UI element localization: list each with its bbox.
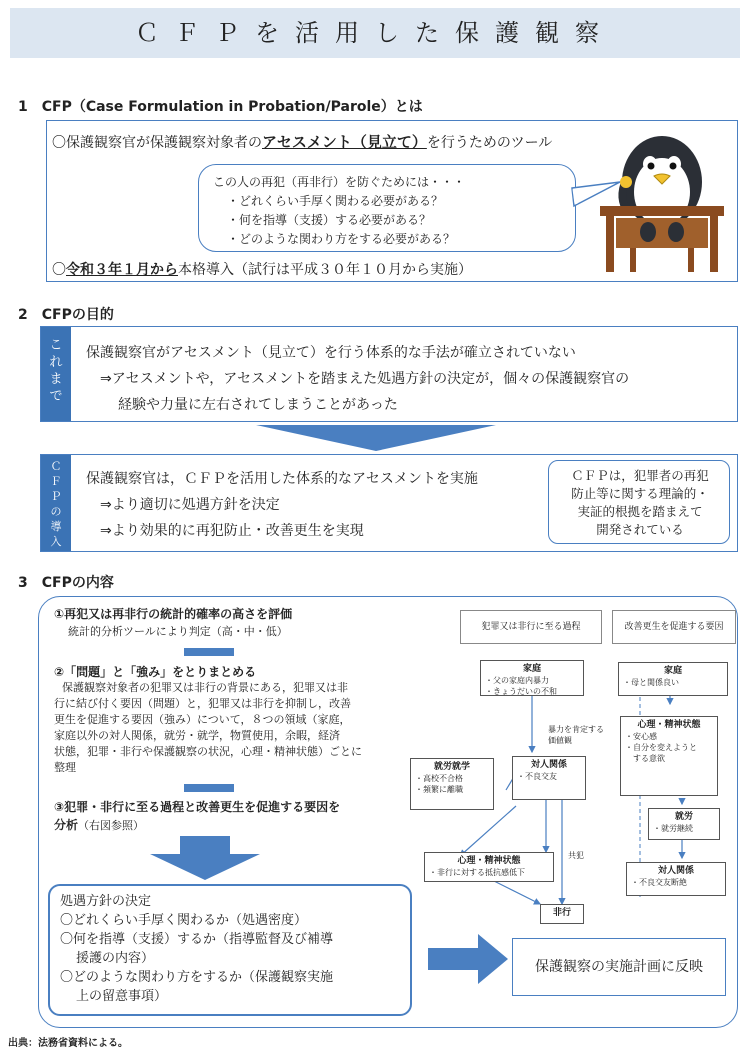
before-text: 保護観察官がアセスメント（見立て）を行う体系的な手法が確立されていない ⇒アセスメントや，アセスメントを踏まえた処遇方針の決定が，個々の保護観察官の 経験や力量に左右されてしまうことがあった: [86, 345, 630, 413]
section3-heading: 3 CFPの内容: [18, 575, 114, 591]
policy-text: 処遇方針の決定 〇どれくらい手厚く関わるか（処遇密度） 〇何を指導（支援）するか（指導監督及び補導 援護の内容） 〇どのような関わり方をするか（保護観察実施 上の留意事項）: [60, 894, 334, 1004]
right-arrow-icon: [428, 934, 508, 984]
before-label: こ れ ま で: [41, 327, 71, 421]
node-r-family: 家庭 ・母と関係良い: [618, 662, 728, 696]
question-bubble: この人の再犯（再非行）を防ぐためには・・・ ・どれくらい手厚く関わる必要がある？ ・何を指導（支援）する必要がある？ ・どのような関わり方をする必要がある？: [198, 164, 576, 252]
violence-label: 暴力を肯定する 価値観: [548, 725, 604, 745]
title-band: [10, 8, 740, 58]
after-text: 保護観察官は，ＣＦＰを活用した体系的なアセスメントを実施 ⇒より適切に処遇方針を決定 ⇒より効果的に再犯防止・改善更生を実現: [86, 471, 478, 539]
node-r-peer: 対人関係 ・不良交友断絶: [626, 862, 726, 896]
down-arrow-large-icon: [150, 836, 260, 880]
node-r-psych: 心理・精神状態 ・安心感 ・自分を変えようと する意欲: [620, 716, 718, 796]
step1: ①再犯又は再非行の統計的確率の高さを評価 統計的分析ツールにより判定（高・中・低）: [54, 607, 293, 638]
joint-label: 共犯: [568, 851, 584, 860]
step-bar-2: [184, 784, 234, 792]
step-bar-1: [184, 648, 234, 656]
section2-heading: 2 CFPの目的: [18, 307, 114, 323]
node-school: 就労就学 ・高校不合格 ・頻繁に離職: [410, 758, 494, 810]
section1-line1: 〇保護観察官が保護観察対象者のアセスメント（見立て）を行うためのツール: [52, 133, 553, 151]
cfp-note: ＣＦＰは，犯罪者の再犯 防止等に関する理論的・ 実証的根拠を踏まえて 開発されている: [548, 460, 730, 544]
result-box: 保護観察の実施計画に反映: [512, 938, 726, 996]
node-crime: 非行: [540, 904, 584, 924]
after-label: Ｃ Ｆ Ｐ の 導 入: [41, 455, 71, 551]
node-r-work: 就労 ・就労継続: [648, 808, 720, 840]
diagram-right-title: 改善更生を促進する要因: [612, 610, 736, 644]
penguin-mascot-icon: [596, 122, 728, 274]
section1-line2: 〇令和３年１月から本格導入（試行は平成３０年１０月から実施）: [52, 262, 472, 278]
node-psych: 心理・精神状態 ・非行に対する抵抗感低下: [424, 852, 554, 882]
node-family: 家庭 ・父の家庭内暴力 ・きょうだいの不和: [480, 660, 584, 696]
page-title: ＣＦＰを活用した保護観察: [135, 19, 615, 47]
node-peer: 対人関係 ・不良交友: [512, 756, 586, 800]
source-note: 出典：法務省資料による。: [8, 1038, 128, 1049]
diagram-left-title: 犯罪又は非行に至る過程: [460, 610, 602, 644]
step3: ③犯罪・非行に至る過程と改善更生を促進する要因を 分析（右図参照）: [54, 800, 341, 832]
step2: ②「問題」と「強み」をとりまとめる 保護観察対象者の犯罪又は非行の背景にある，犯罪又は非 行に結び付く要因（問題）と，犯罪又は非行を抑制し，改善 更生を促進する要因（強み）について，８つの領域（家庭， 家庭以外の対人関係，就労・就学，物質使用，余暇，経済 状態，犯罪・非行や保護観察の状況，心理・精神状態）ごとに 整理: [54, 665, 362, 774]
down-arrow-icon: [256, 425, 496, 451]
section1-heading: 1 CFP（Case Formulation in Probation/Parole）とは: [18, 99, 423, 115]
